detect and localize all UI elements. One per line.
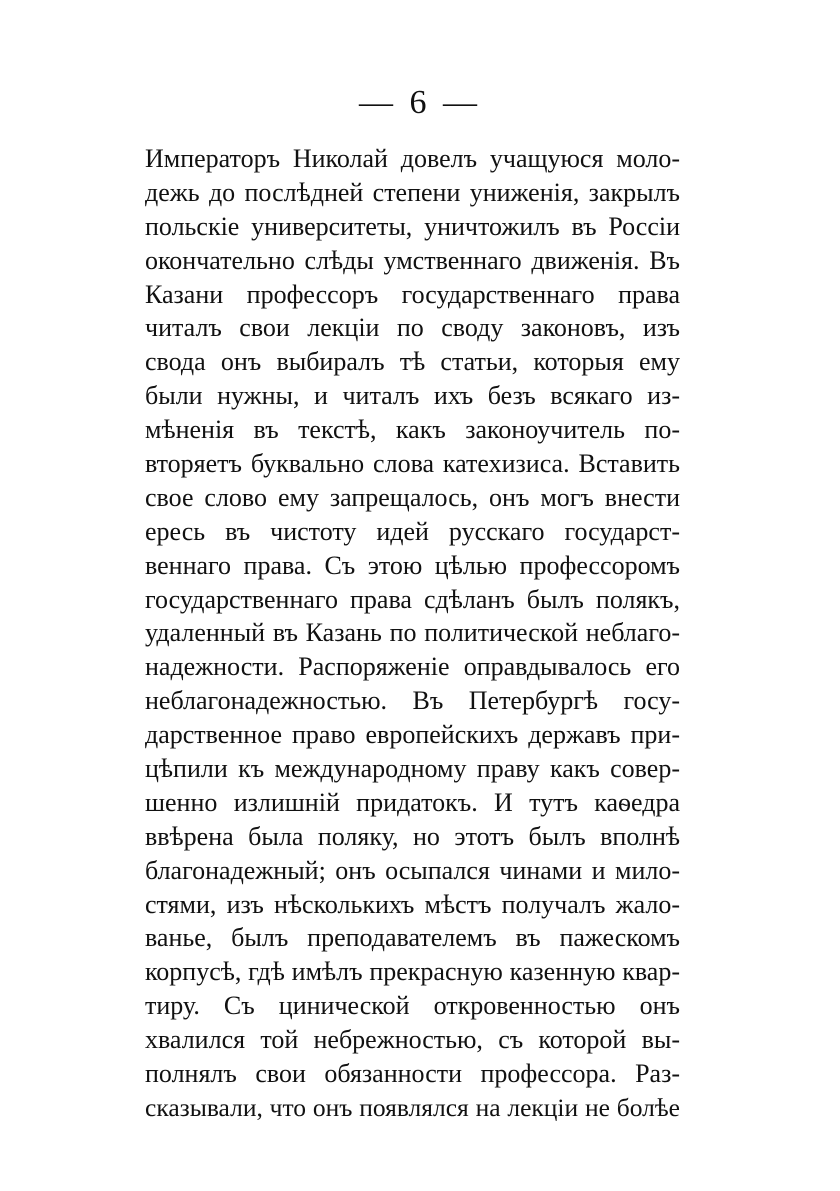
text-line: Императоръ Николай довелъ учащуюся моло- bbox=[145, 144, 680, 173]
text-line: неблагонадежностью. Въ Петербургѣ госу- bbox=[145, 686, 680, 716]
text-line: хвалился той небрежностью, съ которой вы- bbox=[145, 1025, 680, 1055]
text-line: мѣненія въ текстѣ, какъ законоучитель по- bbox=[145, 415, 680, 445]
page-number: — 6 — bbox=[359, 84, 481, 121]
text-line: свода онъ выбиралъ тѣ статьи, которыя ему bbox=[145, 347, 680, 377]
text-line: тиру. Съ цинической откровенностью онъ bbox=[145, 991, 680, 1021]
body-text bbox=[145, 142, 680, 1125]
text-line: надежности. Распоряженіе оправдывалось его bbox=[145, 652, 680, 682]
text-line: благонадежный; онъ осыпался чинами и мило- bbox=[145, 855, 680, 885]
text-line: цѣпили къ международному праву какъ совер- bbox=[145, 754, 680, 784]
text-line: ересь въ чистоту идей русскаго государст- bbox=[145, 516, 680, 546]
text-line: были нужны, и читалъ ихъ безъ всякаго из- bbox=[145, 381, 680, 411]
text-line: стями, изъ нѣсколькихъ мѣстъ получалъ жало- bbox=[145, 889, 680, 919]
text-line: удаленный въ Казань по политической неблаго- bbox=[145, 618, 680, 648]
text-line: корпусѣ, гдѣ имѣлъ прекрасную казенную квар- bbox=[145, 957, 680, 987]
text-line: дежь до послѣдней степени униженія, закрылъ bbox=[145, 177, 680, 207]
text-line: шенно излишній придатокъ. И тутъ каѳедра bbox=[145, 787, 680, 817]
text-line: сказывали, что онъ появлялся на лекціи не болѣе bbox=[145, 1092, 680, 1122]
text-line: государственнаго права сдѣланъ былъ полякъ, bbox=[145, 584, 680, 614]
text-line: ванье, былъ преподавателемъ въ пажескомъ bbox=[145, 923, 680, 953]
text-line: дарственное право европейскихъ державъ при- bbox=[145, 720, 680, 750]
text-line: ввѣрена была поляку, но этотъ былъ вполнѣ bbox=[145, 821, 680, 851]
text-line: свое слово ему запрещалось, онъ могъ внести bbox=[145, 482, 680, 512]
text-line: веннаго права. Съ этою цѣлью профессоромъ bbox=[145, 550, 680, 580]
text-line: польскіе университеты, уничтожилъ въ Россіи bbox=[145, 211, 680, 241]
text-line: Казани профессоръ государственнаго права bbox=[145, 279, 680, 309]
text-line: вторяетъ буквально слова катехизиса. Вставить bbox=[145, 449, 680, 479]
text-line: полнялъ свои обязанности профессора. Раз- bbox=[145, 1059, 680, 1089]
text-line: окончательно слѣды умственнаго движенія. Въ bbox=[145, 245, 680, 275]
text-line: читалъ свои лекціи по своду законовъ, изъ bbox=[145, 313, 680, 343]
